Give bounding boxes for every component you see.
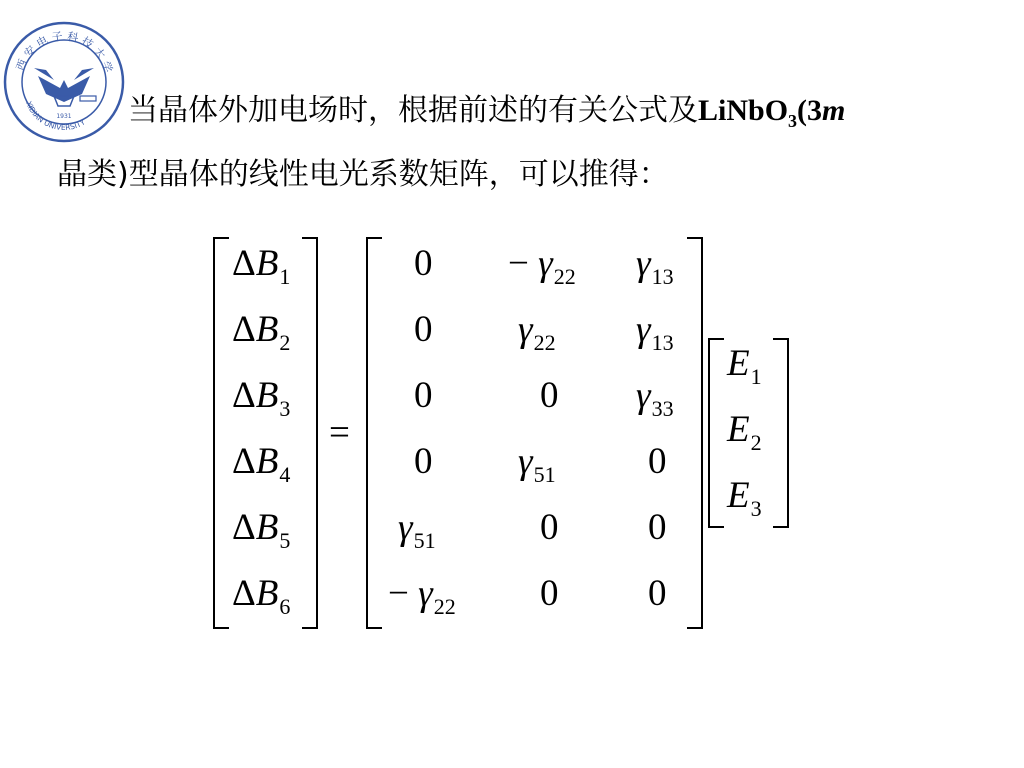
svg-text:XIDIAN UNIVERSITY: XIDIAN UNIVERSITY <box>24 99 87 133</box>
matrix-cell-r4-c2: $\gamma_{51}$ <box>518 441 556 487</box>
matrix-cell-r1-c1: 0 <box>414 243 433 284</box>
lhs-left-bracket <box>213 237 229 629</box>
rhs-e-1: $E_1$ <box>727 343 762 389</box>
paren-open: (3 <box>797 94 823 127</box>
equals-sign: = <box>329 412 350 453</box>
lhs-delta-b-2: $\Delta B_2$ <box>232 309 291 355</box>
matrix-cell-r2-c3: $\gamma_{13}$ <box>636 309 674 355</box>
matrix-cell-r1-c2: − $\gamma_{22}$ <box>508 243 576 289</box>
matrix-cell-r5-c3: 0 <box>648 507 667 548</box>
matrix-cell-r5-c1: $\gamma_{51}$ <box>398 507 436 553</box>
matrix-cell-r2-c1: 0 <box>414 309 433 350</box>
matrix-cell-r5-c2: 0 <box>540 507 559 548</box>
formula-linbo: LiNbO <box>698 94 789 127</box>
matrix-cell-r2-c2: $\gamma_{22}$ <box>518 309 556 355</box>
matrix-cell-r3-c2: 0 <box>540 375 559 416</box>
rhs-right-bracket <box>773 338 789 528</box>
svg-text:西 安 电 子 科 技 大 学: 西 安 电 子 科 技 大 学 <box>13 29 115 75</box>
matrix-cell-r4-c1: 0 <box>414 441 433 482</box>
lhs-delta-b-5: $\Delta B_5$ <box>232 507 291 553</box>
matrix-cell-r4-c3: 0 <box>648 441 667 482</box>
lhs-delta-b-1: $\Delta B_1$ <box>232 243 291 289</box>
text-before: 当晶体外加电场时，根据前述的有关公式及 <box>128 93 698 128</box>
svg-text:1931: 1931 <box>56 113 72 120</box>
matrix-cell-r3-c3: $\gamma_{33}$ <box>636 375 674 421</box>
rhs-left-bracket <box>708 338 724 528</box>
lhs-delta-b-4: $\Delta B_4$ <box>232 441 291 487</box>
matrix-cell-r3-c1: 0 <box>414 375 433 416</box>
point-group-symbol: m <box>822 94 846 127</box>
lhs-delta-b-6: $\Delta B_6$ <box>232 573 291 619</box>
matrix-cell-r6-c2: 0 <box>540 573 559 614</box>
rhs-e-3: $E_3$ <box>727 475 762 521</box>
rhs-e-2: $E_2$ <box>727 409 762 455</box>
lhs-delta-b-3: $\Delta B_3$ <box>232 375 291 421</box>
matrix-left-bracket <box>366 237 382 629</box>
matrix-cell-r6-c1: − $\gamma_{22}$ <box>388 573 456 619</box>
formula-sub: 3 <box>788 111 798 131</box>
matrix-cell-r6-c3: 0 <box>648 573 667 614</box>
matrix-cell-r1-c3: $\gamma_{13}$ <box>636 243 674 289</box>
text-after: 晶类)型晶体的线性电光系数矩阵，可以推得： <box>57 157 669 192</box>
matrix-right-bracket <box>687 237 703 629</box>
lhs-right-bracket <box>302 237 318 629</box>
